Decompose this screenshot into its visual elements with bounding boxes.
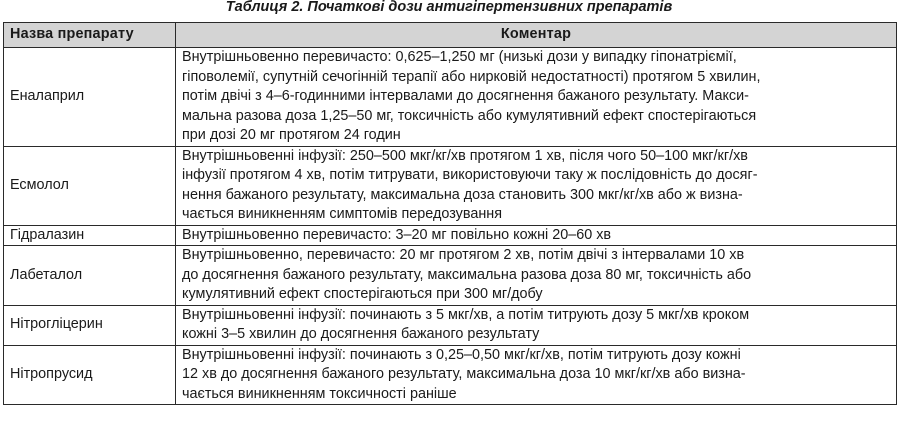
comment-line: Внутрішньовенні інфузії: 250–500 мкг/кг/хв протягом 1 хв, після чого 50–100 мкг/кг/хв [182, 147, 748, 164]
comment-line: до досягнення бажаного результату, максимальна разова доза 80 мг, токсичність або [182, 266, 752, 283]
header-comment: Коментар [176, 23, 897, 48]
comment-line: Внутрішньовенно, перевичасто: 20 мг протягом 2 хв, потім двічі з інтервалами 10 хв [182, 247, 745, 263]
comment-line: потім двічі з 4–6-годинними інтервалами до досягнення бажаного результату. Макси- [182, 88, 749, 104]
table-row [4, 225, 897, 246]
drug-name-cell: Еналаприл [4, 48, 176, 147]
comment-line: гіповолемії, супутній сечогінній терапії або нирковій недостатності) протягом 5 хвилин, [182, 68, 761, 85]
comment-line: чається виникненням токсичності раніше [182, 385, 457, 402]
comment-line: Внутрішньовенно перевичасто: 3–20 мг повільно кожні 20–60 хв [182, 226, 612, 243]
drug-doses-table [3, 22, 897, 405]
comment-line: кожні 3–5 хвилин до досягнення бажаного результату [182, 326, 540, 342]
drug-name-cell: Нітропрусид [4, 345, 176, 405]
table-header-row [4, 23, 897, 48]
drug-comment-cell [176, 225, 897, 246]
comment-line: Внутрішньовенно перевичасто: 0,625–1,250 мг (низькі дози у випадку гіпонатріємії, [182, 49, 737, 65]
comment-line: при дозі 20 мг протягом 24 годин [182, 127, 401, 143]
comment-line: 12 хв до досягнення бажаного результату, максимальна доза 10 мкг/кг/хв або визна- [182, 366, 746, 382]
comment-line: чається виникненням симптомів передозування [182, 206, 503, 222]
table-row [4, 345, 897, 405]
table-row [4, 246, 897, 306]
comment-line: мальна разова доза 1,25–50 мг, токсичність або кумулятивний ефект спостерігаються [182, 107, 757, 124]
header-drug-name: Назва препарату [4, 23, 176, 48]
drug-name-cell: Есмолол [4, 146, 176, 225]
drug-comment-cell [176, 305, 897, 345]
comment-line: інфузії протягом 4 хв, потім титрувати, використовуючи таку ж послідовність до досяг- [182, 167, 758, 183]
drug-comment-cell [176, 146, 897, 225]
table-row [4, 305, 897, 345]
drug-comment-cell [176, 48, 897, 147]
table-row [4, 48, 897, 147]
drug-name-cell: Нітрогліцерин [4, 305, 176, 345]
drug-name-cell: Лабеталол [4, 246, 176, 306]
comment-line: кумулятивний ефект спостерігаються при 300 мг/добу [182, 286, 543, 302]
comment-line: Внутрішньовенні інфузії: починають з 5 мкг/хв, а потім титрують дозу 5 мкг/хв кроком [182, 306, 750, 323]
table-row [4, 146, 897, 225]
comment-line: Внутрішньовенні інфузії: починають з 0,25–0,50 мкг/кг/хв, потім титрують дозу кожні [182, 346, 741, 363]
comment-line: нення бажаного результату, максимальна доза становить 300 мкг/кг/хв або ж визна- [182, 186, 743, 203]
drug-name-cell: Гідралазин [4, 225, 176, 246]
table-caption: Таблиця 2. Початкові дози антигіпертензивних препаратів [225, 0, 673, 15]
drug-comment-cell [176, 246, 897, 306]
drug-comment-cell [176, 345, 897, 405]
